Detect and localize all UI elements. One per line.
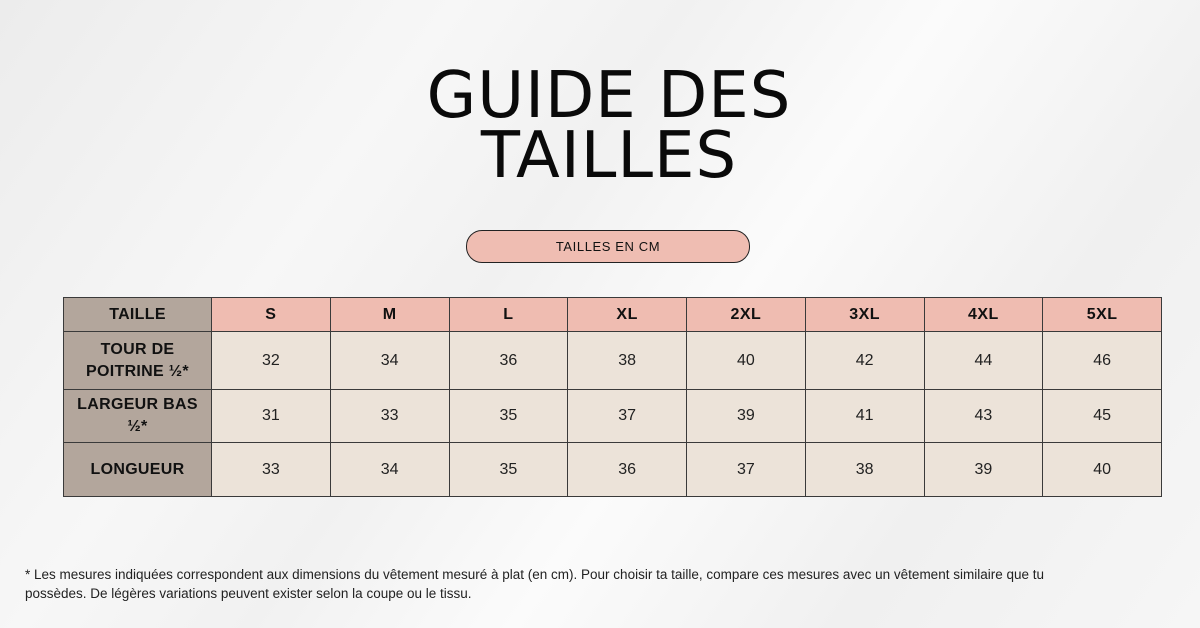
row-label-line: LONGUEUR (90, 460, 185, 478)
table-row (64, 332, 1162, 390)
footnote-line: possèdes. De légères variations peuvent exister selon la coupe ou le tissu. (25, 586, 472, 601)
table-cell: 34 (330, 332, 449, 390)
row-label-length (64, 443, 212, 497)
size-column-header: L (449, 298, 568, 332)
size-column-header: 4XL (924, 298, 1043, 332)
size-column-header: M (330, 298, 449, 332)
table-cell: 44 (924, 332, 1043, 390)
table-header-row (64, 298, 1162, 332)
row-label-bottom-width (64, 390, 212, 443)
row-label-line: POITRINE ½* (86, 362, 189, 380)
table-cell: 35 (449, 443, 568, 497)
table-row (64, 443, 1162, 497)
row-label-line: LARGEUR BAS (77, 396, 198, 413)
size-column-header: 5XL (1043, 298, 1162, 332)
table-cell: 40 (1043, 443, 1162, 497)
table-row (64, 390, 1162, 443)
table-cell: 32 (212, 332, 331, 390)
row-label-chest (64, 332, 212, 390)
table-cell: 38 (568, 332, 687, 390)
table-cell: 43 (924, 390, 1043, 443)
table-cell: 40 (687, 332, 806, 390)
size-column-header: 2XL (687, 298, 806, 332)
table-cell: 31 (212, 390, 331, 443)
table-cell: 37 (687, 443, 806, 497)
row-label-line: TOUR DE (100, 340, 175, 358)
table-cell: 39 (924, 443, 1043, 497)
size-column-header: XL (568, 298, 687, 332)
units-badge: TAILLES EN CM (466, 230, 750, 263)
table-cell: 36 (449, 332, 568, 390)
table-cell: 39 (687, 390, 806, 443)
table-cell: 41 (805, 390, 924, 443)
page-title-line2: TAILLES (480, 119, 738, 193)
page-title-line1: GUIDE DES (426, 59, 792, 133)
table-cell: 36 (568, 443, 687, 497)
table-cell: 35 (449, 390, 568, 443)
table-cell: 33 (212, 443, 331, 497)
table-cell: 46 (1043, 332, 1162, 390)
table-cell: 45 (1043, 390, 1162, 443)
table-cell: 34 (330, 443, 449, 497)
page-title (0, 59, 1200, 193)
table-cell: 33 (330, 390, 449, 443)
table-cell: 37 (568, 390, 687, 443)
footnote-line: * Les mesures indiquées correspondent aux dimensions du vêtement mesuré à plat (en cm). Pour choisir ta taille, compare ces mesures avec un vêtement similaire que tu (25, 567, 1044, 582)
table-corner-label: TAILLE (64, 298, 212, 332)
measurement-footnote (25, 565, 1185, 603)
size-column-header: S (212, 298, 331, 332)
table-cell: 42 (805, 332, 924, 390)
size-column-header: 3XL (805, 298, 924, 332)
table-cell: 38 (805, 443, 924, 497)
size-table (63, 297, 1162, 497)
row-label-line: ½* (127, 418, 148, 435)
